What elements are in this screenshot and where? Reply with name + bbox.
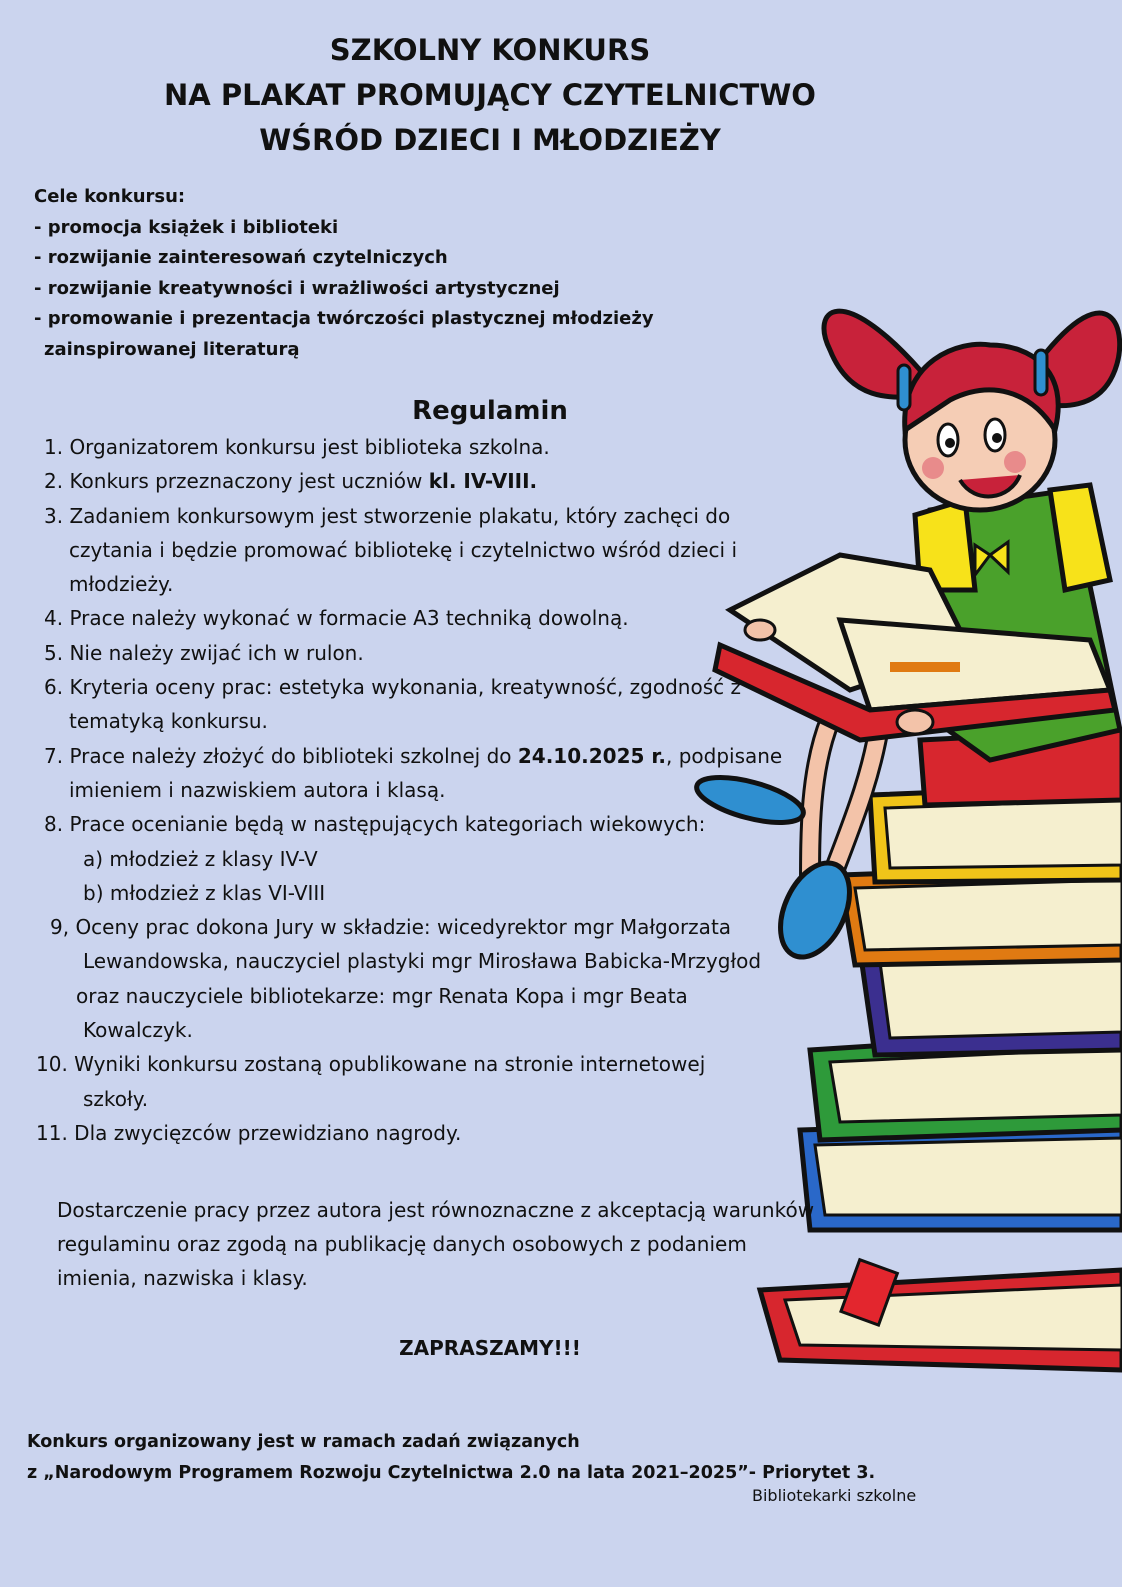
rule-line: oraz nauczyciele bibliotekarze: mgr Renata Kopa i mgr Beata [76,983,688,1008]
rule-line: szkoły. [83,1086,149,1111]
rule-line: 5. Nie należy zwijać ich w rulon. [44,640,364,665]
title-line-1: SZKOLNY KONKURS [329,33,651,67]
rule-line: 11. Dla zwycięzców przewidziano nagrody. [36,1120,462,1145]
title-line-2: NA PLAKAT PROMUJĄCY CZYTELNICTWO [164,78,816,112]
rule-deadline: 24.10.2025 r. [517,743,666,768]
rule-line [36,464,782,498]
goal-item: zainspirowanej literaturą [44,338,300,360]
footer-line-1: Konkurs organizowany jest w ramach zadań związanych [27,1432,580,1452]
regulations-list [36,430,782,1150]
invitation-text: ZAPRASZAMY!!! [399,1336,581,1360]
goals-heading: Cele konkursu: [34,186,186,207]
goal-item: - rozwijanie kreatywności i wrażliwości artystycznej [34,277,560,299]
note-line: regulaminu oraz zgodą na publikację danych osobowych z podaniem [57,1232,747,1256]
rule-line: młodzieży. [69,572,174,597]
rule-line: 1. Organizatorem konkursu jest biblioteka szkolna. [44,435,550,459]
footer-note [27,1427,875,1489]
poster-title [0,28,980,163]
consent-note [57,1193,814,1295]
rule-text: , podpisane [665,743,783,768]
rule-line: Lewandowska, nauczyciel plastyki mgr Mirosława Babicka-Mrzygłod [83,949,762,974]
footer-line-2: z „Narodowym Programem Rozwoju Czytelnictwa 2.0 na lata 2021–2025”- Priorytet 3. [27,1463,876,1483]
rule-text: 2. Konkurs przeznaczony jest uczniów [44,469,429,494]
goal-item: - promocja książek i biblioteki [34,216,339,238]
rule-line: a) młodzież z klasy IV-V [83,846,318,871]
rule-line: tematyką konkursu. [69,709,268,734]
goals-section [34,182,654,365]
rule-line: 9, Oceny prac dokona Jury w składzie: wicedyrektor mgr Małgorzata [50,915,732,940]
regulations-heading: Regulamin [412,396,568,426]
rule-line: 10. Wyniki konkursu zostaną opublikowane na stronie internetowej [36,1052,706,1077]
note-line: imienia, nazwiska i klasy. [57,1266,308,1290]
rule-line: imieniem i nazwiskiem autora i klasą. [69,777,446,802]
rule-text: 7. Prace należy złożyć do biblioteki szkolnej do [44,743,518,768]
rule-line: 8. Prace ocenianie będą w następujących kategoriach wiekowych: [44,812,706,837]
goal-item: - promowanie i prezentacja twórczości plastycznej młodzieży [34,308,654,329]
note-line: Dostarczenie pracy przez autora jest równoznaczne z akceptacją warunków [57,1198,815,1222]
rule-line: b) młodzież z klas VI-VIII [83,880,326,905]
signature: Bibliotekarki szkolne [752,1486,917,1505]
rule-line: 3. Zadaniem konkursowym jest stworzenie plakatu, który zachęci do [44,503,731,528]
rule-line: Kowalczyk. [83,1018,193,1043]
goal-item: - rozwijanie zainteresowań czytelniczych [34,247,448,268]
rule-line: 4. Prace należy wykonać w formacie A3 techniką dowolną. [44,606,629,631]
rule-line: czytania i będzie promować bibliotekę i czytelnictwo wśród dzieci i [69,537,738,562]
rule-emphasis: kl. IV-VIII. [428,469,538,494]
title-line-3: WŚRÓD DZIECI I MŁODZIEŻY [259,123,721,157]
rule-line [36,739,782,773]
rule-line: 6. Kryteria oceny prac: estetyka wykonania, kreatywność, zgodność z [44,675,741,700]
